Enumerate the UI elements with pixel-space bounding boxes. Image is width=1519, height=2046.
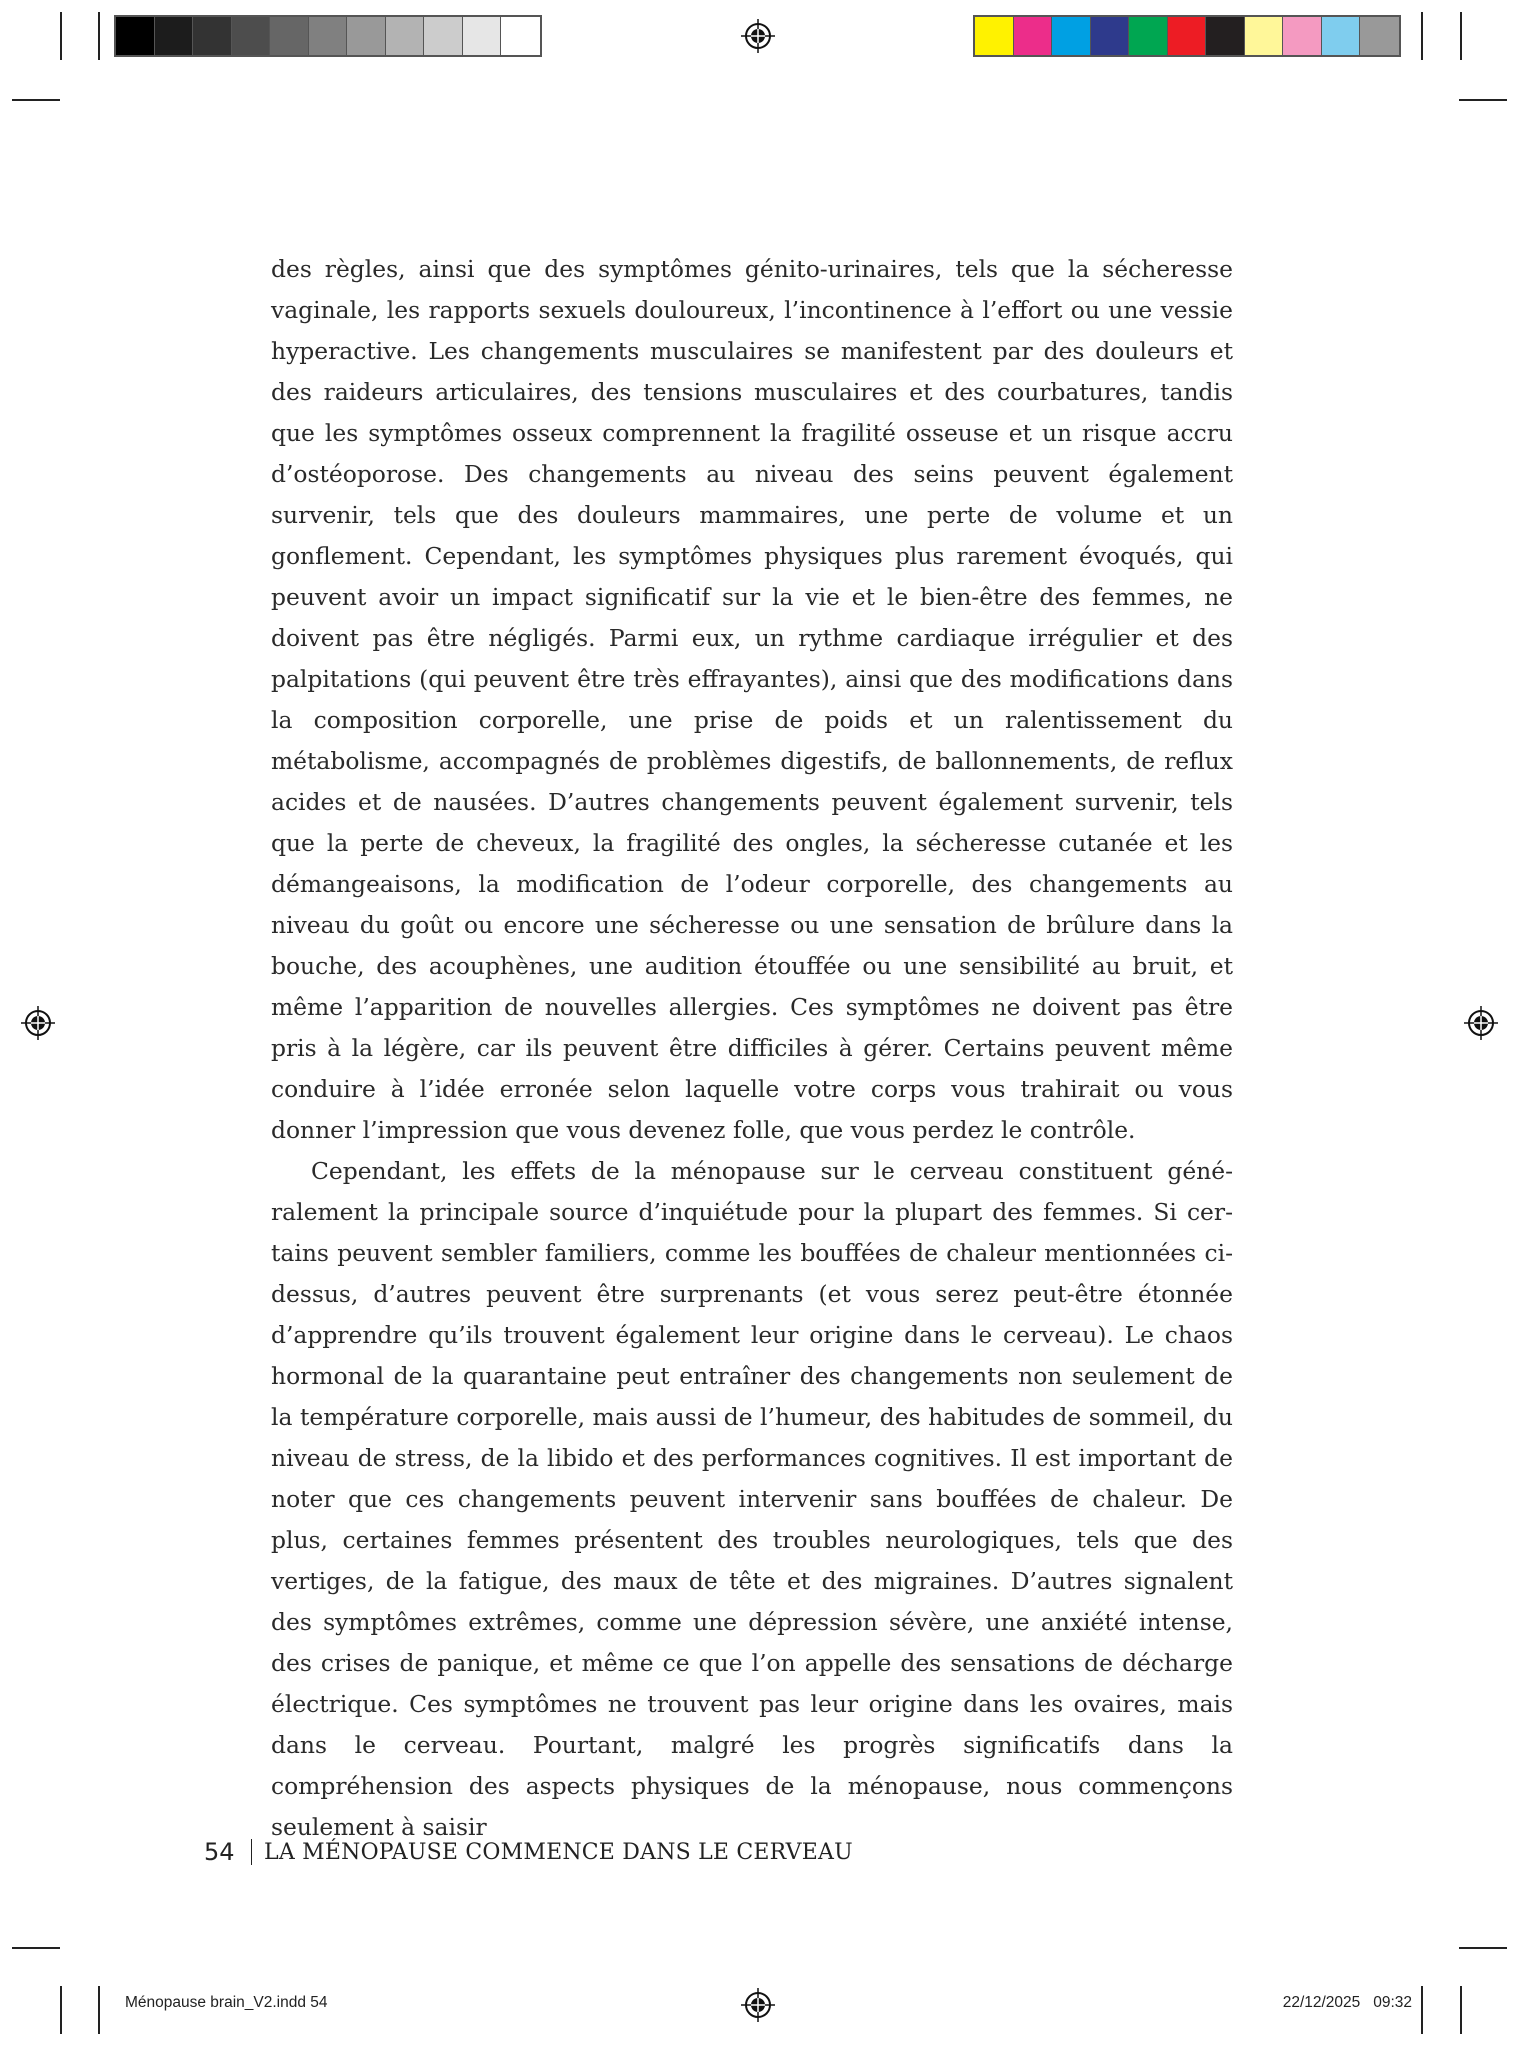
color-swatch [501, 17, 540, 55]
color-swatch [1129, 17, 1168, 55]
color-swatch [232, 17, 271, 55]
color-swatch [1091, 17, 1130, 55]
crop-mark [12, 99, 60, 101]
crop-mark [12, 1947, 60, 1949]
color-swatch [1322, 17, 1361, 55]
color-swatch [975, 17, 1014, 55]
crop-mark [1459, 99, 1507, 101]
running-title: LA MÉNOPAUSE COMMENCE DANS LE CERVEAU [264, 1839, 853, 1865]
crop-mark [60, 12, 62, 60]
color-swatch [1245, 17, 1284, 55]
crop-mark [1459, 1947, 1507, 1949]
paragraph: Cependant, les effets de la ménopause sur le cerveau constituent généralement la principale source d’inquiétude pour la plupart des femmes. Si certains peuvent sembler familiers, comme les bouffées de chaleur mentionnées ci-dessus, d’autres peuvent être surprenants (et vous serez peut-être étonnée d’apprendre qu’ils trouvent également leur origine dans le cerveau). Le chaos hormonal de la quarantaine peut entraîner des changements non seulement de la température corporelle, mais aussi de l’humeur, des habitudes de sommeil, du niveau de stress, de la libido et des performances cognitives. Il est important de noter que ces changements peuvent intervenir sans bouffées de chaleur. De plus, certaines femmes présentent des troubles neurologiques, tels que des vertiges, de la fatigue, des maux de tête et des migraines. D’autres signalent des symptômes extrêmes, comme une dépression sévère, une anxiété intense, des crises de panique, et même ce que l’on appelle des sensations de décharge électrique. Ces symptômes ne trouvent pas leur origine dans les ovaires, mais dans le cerveau. Pourtant, malgré les progrès significatifs dans la compréhension des aspects physiques de la ménopause, nous commençons seulement à saisir [271, 1157, 1233, 1841]
crop-mark [98, 1986, 100, 2034]
crop-mark [1421, 12, 1423, 60]
color-swatch [386, 17, 425, 55]
color-swatch [1360, 17, 1399, 55]
color-swatch [347, 17, 386, 55]
paragraph: des règles, ainsi que des symptômes génito-urinaires, tels que la sécheresse vaginale, les rapports sexuels douloureux, l’incontinence à l’effort ou une vessie hyperactive. Les changements musculaires se manifestent par des douleurs et des raideurs articulaires, des tensions musculaires et des courbatures, tandis que les symptômes osseux comprennent la fragilité osseuse et un risque accru d’ostéoporose. Des changements au niveau des seins peuvent également survenir, tels que des douleurs mammaires, une perte de volume et un gonflement. Cependant, les symptômes physiques plus rarement évoqués, qui peuvent avoir un impact significatif sur la vie et le bien-être des femmes, ne doivent pas être négligés. Parmi eux, un rythme cardiaque irrégulier et des palpitations (qui peuvent être très effrayantes), ainsi que des modifications dans la composition corporelle, une prise de poids et un ralentissement du métabolisme, accompagnés de problèmes digestifs, de ballonnements, de reflux acides et de nausées. D’autres changements peuvent également survenir, tels que la perte de cheveux, la fragilité des ongles, la sécheresse cutanée et les démangeaisons, la modification de l’odeur corporelle, des changements au niveau du goût ou encore une sécheresse ou une sensation de brûlure dans la bouche, des acouphènes, une audition étouffée ou une sensibilité au bruit, et même l’apparition de nouvelles allergies. Ces symptômes ne doivent pas être pris à la légère, car ils peuvent être difficiles à gérer. Certains peuvent même conduire à l’idée erronée selon laquelle votre corps vous trahirait ou vous donner l’impression que vous devenez folle, que vous perdez le contrôle. [271, 255, 1233, 1144]
registration-mark-icon [21, 1006, 55, 1040]
color-swatch [309, 17, 348, 55]
color-swatch [424, 17, 463, 55]
crop-mark [1421, 1986, 1423, 2034]
crop-mark [1460, 12, 1462, 60]
registration-mark-icon [741, 1988, 775, 2022]
slug-filename: Ménopause brain_V2.indd 54 [125, 1994, 328, 2011]
body-text [271, 249, 1233, 1848]
color-swatch [1168, 17, 1207, 55]
crop-mark [60, 1986, 62, 2034]
crop-mark [98, 12, 100, 60]
grayscale-color-bar [114, 15, 542, 57]
registration-mark-icon [1464, 1006, 1498, 1040]
color-swatch [1014, 17, 1053, 55]
page-footer [204, 1838, 853, 1866]
color-swatch [155, 17, 194, 55]
color-swatch [193, 17, 232, 55]
process-color-bar [973, 15, 1401, 57]
color-swatch [116, 17, 155, 55]
color-swatch [270, 17, 309, 55]
color-swatch [1283, 17, 1322, 55]
color-swatch [1052, 17, 1091, 55]
registration-mark-icon [741, 19, 775, 53]
slug-datetime: 22/12/2025 09:32 [1282, 1994, 1412, 2011]
footer-divider [251, 1839, 253, 1865]
color-swatch [463, 17, 502, 55]
crop-mark [1460, 1986, 1462, 2034]
color-swatch [1206, 17, 1245, 55]
page-number: 54 [204, 1838, 235, 1866]
